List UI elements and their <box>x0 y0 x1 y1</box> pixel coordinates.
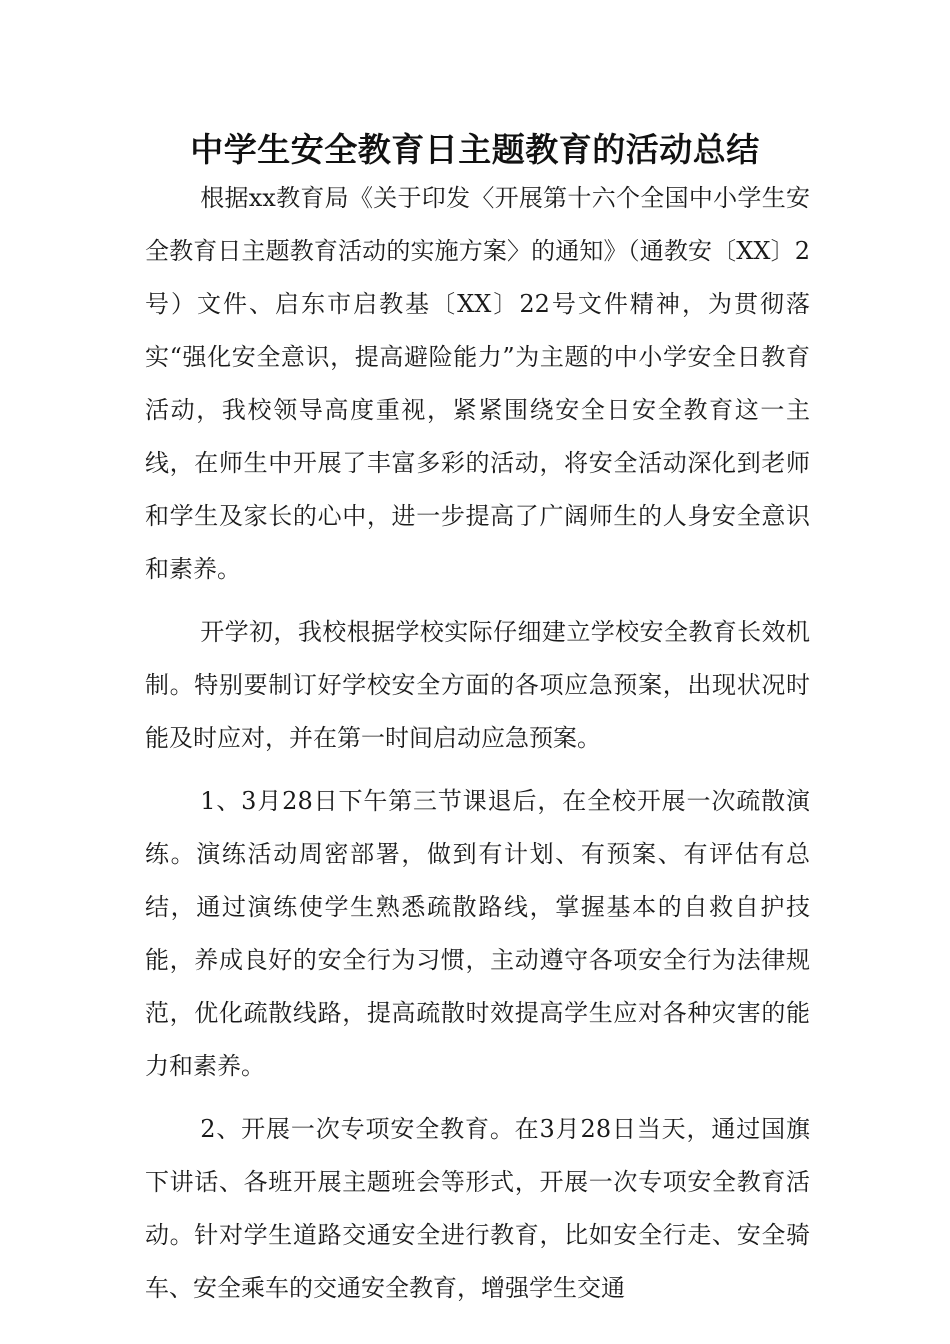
paragraph-drill: 1、3月28日下午第三节课退后，在全校开展一次疏散演练。演练活动周密部署，做到有计划、有预案、有评估有总结，通过演练使学生熟悉疏散路线，掌握基本的自救自护技能，养成良好的安全行为习惯，主动遵守各项安全行为法律规范，优化疏散线路，提高疏散时效提高学生应对各种灾害的能力和素养。 <box>145 787 810 1080</box>
paragraph-intro: 根据xx教育局《关于印发〈开展第十六个全国中小学生安全教育日主题教育活动的实施方案〉的通知》（通教安〔XX〕2号）文件、启东市启教基〔XX〕22号文件精神，为贯彻落实“强化安全意识，提高避险能力”为主题的中小学安全日教育活动，我校领导高度重视，紧紧围绕安全日安全教育这一主线，在师生中开展了丰富多彩的活动，将安全活动深化到老师和学生及家长的心中，进一步提高了广阔师生的人身安全意识和素养。 <box>145 184 810 583</box>
document-body <box>145 172 810 1325</box>
paragraph-special-education: 2、开展一次专项安全教育。在3月28日当天，通过国旗下讲话、各班开展主题班会等形式，开展一次专项安全教育活动。针对学生道路交通安全进行教育，比如安全行走、安全骑车、安全乘车的交通安全教育，增强学生交通 <box>145 1115 810 1302</box>
paragraph-mechanism: 开学初，我校根据学校实际仔细建立学校安全教育长效机制。特别要制订好学校安全方面的各项应急预案，出现状况时能及时应对，并在第一时间启动应急预案。 <box>145 618 810 752</box>
document-title: 中学生安全教育日主题教育的活动总结 <box>190 130 760 169</box>
